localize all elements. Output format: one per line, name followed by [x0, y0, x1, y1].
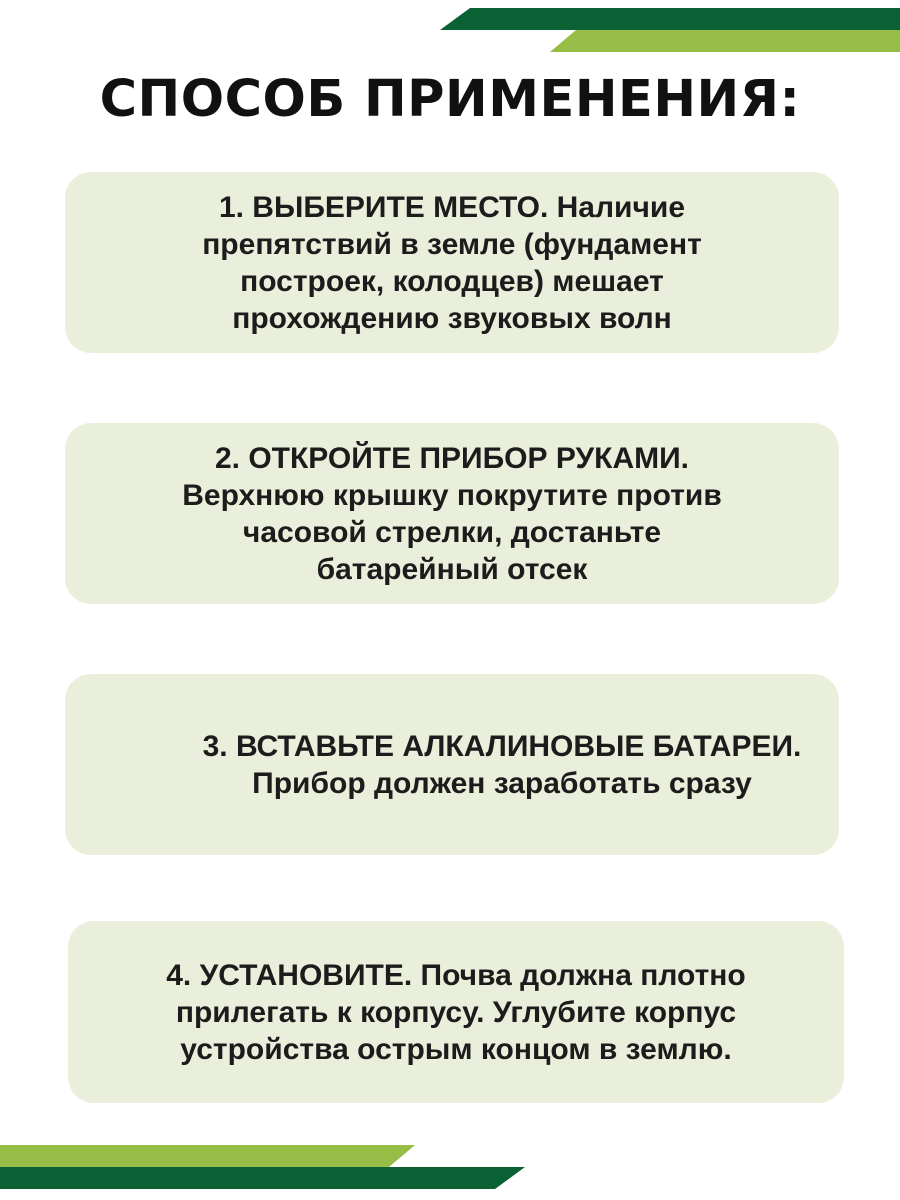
- step-4-line: устройства острым концом в землю.: [180, 1032, 732, 1066]
- step-2-line: батарейный отсек: [316, 552, 588, 586]
- step-card-1: [65, 172, 839, 353]
- step-card-2: [65, 423, 839, 604]
- step-1-line: прохождению звуковых волн: [232, 301, 672, 335]
- step-3-line: Прибор должен заработать сразу: [252, 766, 752, 800]
- step-text-4: [166, 957, 745, 1068]
- top-dark-green-stripe: [440, 8, 900, 30]
- step-2-line: часовой стрелки, достаньте: [242, 515, 662, 549]
- step-2-line: 2. ОТКРОЙТЕ ПРИБОР РУКАМИ.: [214, 441, 689, 475]
- bottom-dark-green-stripe: [0, 1167, 525, 1189]
- step-2-line: Верхнюю крышку покрутите против: [182, 478, 722, 512]
- step-4-line: прилегать к корпусу. Углубите корпус: [175, 995, 737, 1029]
- page-title: СПОСОБ ПРИМЕНЕНИЯ:: [99, 70, 801, 129]
- bottom-light-green-stripe: [0, 1145, 415, 1167]
- step-card-3: [65, 674, 839, 855]
- step-card-4: [68, 921, 844, 1103]
- step-text-2: [182, 440, 722, 588]
- step-1-line: препятствий в земле (фундамент: [202, 227, 702, 261]
- step-text-1: [202, 189, 702, 337]
- top-light-green-stripe: [550, 30, 900, 52]
- step-4-line: 4. УСТАНОВИТЕ. Почва должна плотно: [166, 958, 746, 992]
- step-3-line: 3. ВСТАВЬТЕ АЛКАЛИНОВЫЕ БАТАРЕИ.: [202, 729, 802, 763]
- step-text-3: [103, 728, 802, 802]
- step-1-line: 1. ВЫБЕРИТЕ МЕСТО. Наличие: [218, 190, 686, 224]
- step-1-line: построек, колодцев) мешает: [240, 264, 664, 298]
